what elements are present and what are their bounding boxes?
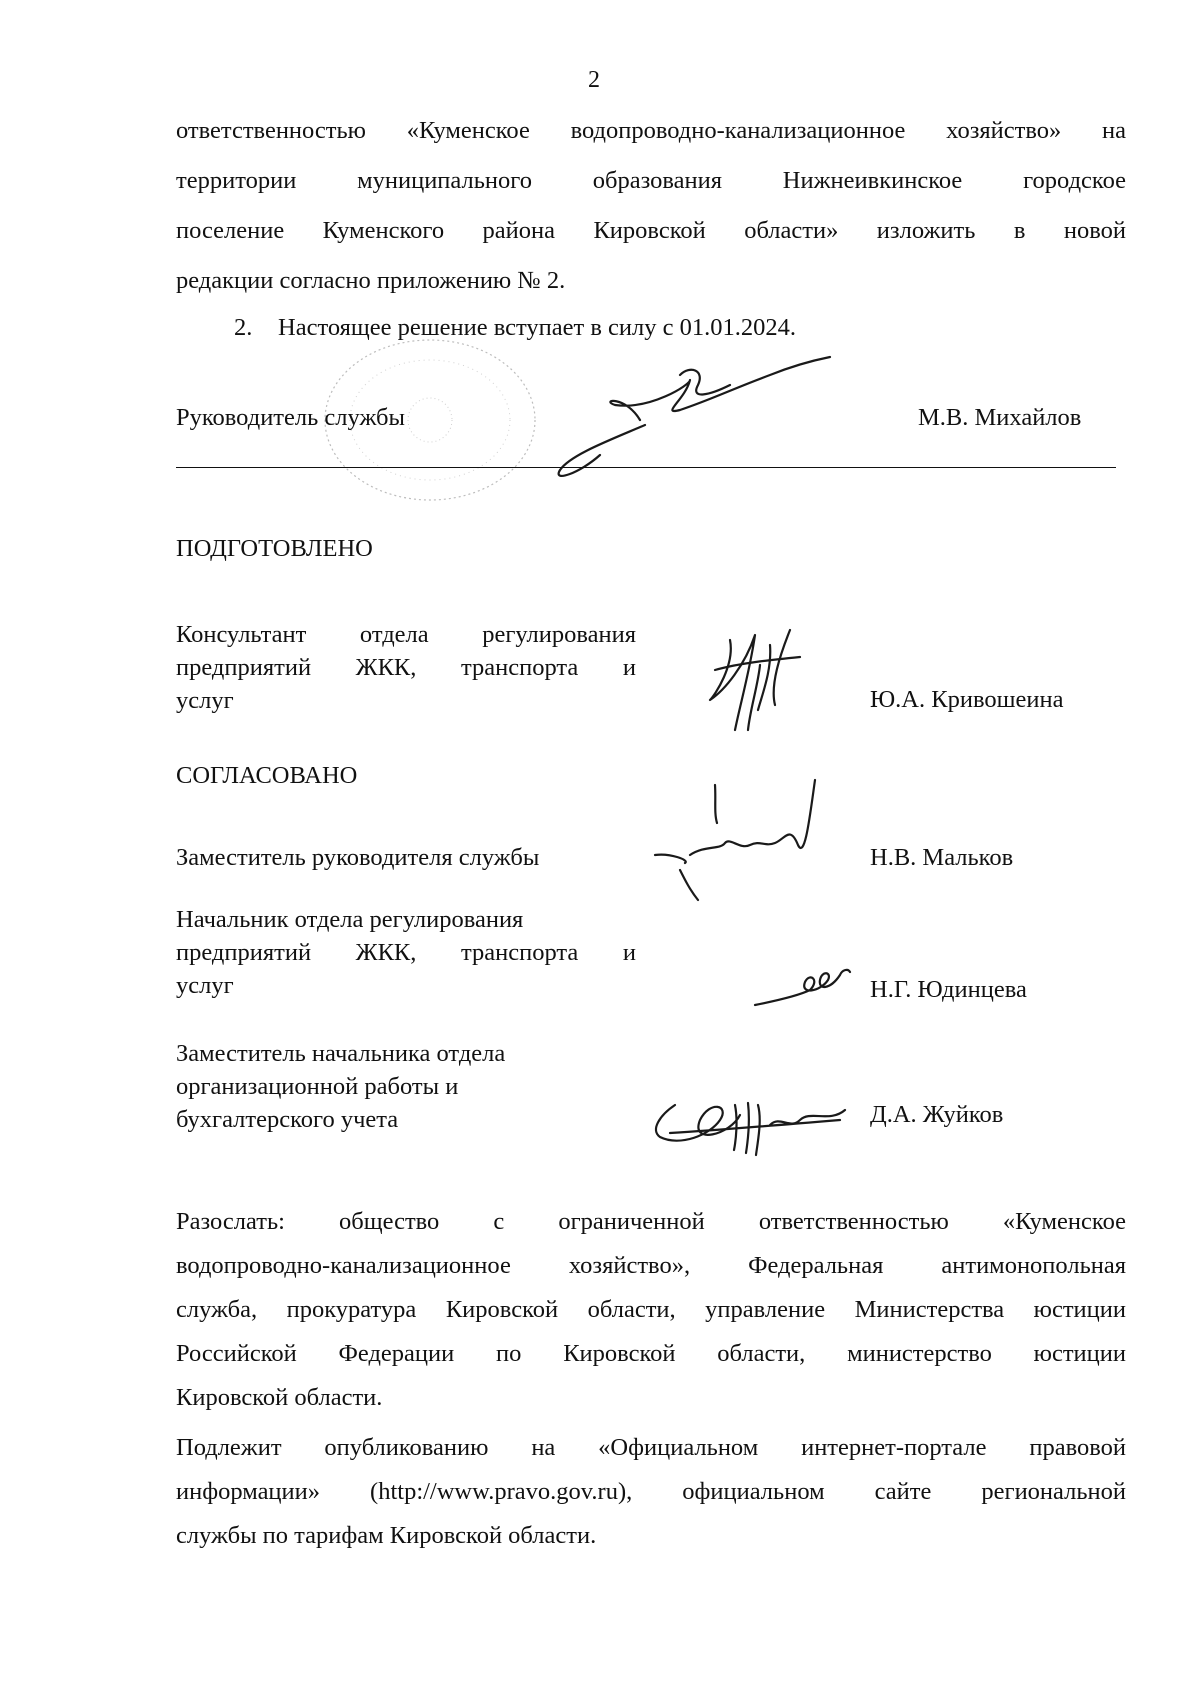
prepared-name: Ю.А. Кривошеина xyxy=(870,686,1064,713)
item-text: Настоящее решение вступает в силу с 01.01.2024. xyxy=(278,314,796,341)
position-line: Консультант отдела регулирования xyxy=(176,621,636,648)
distribution-line: Российской Федерации по Кировской области, министерство юстиции xyxy=(176,1340,1126,1367)
distribution-line: Разослать: общество с ограниченной ответственностью «Куменское xyxy=(176,1208,1126,1235)
signer-2-signature xyxy=(750,960,860,1020)
prepared-heading: ПОДГОТОВЛЕНО xyxy=(176,535,373,562)
intro-line: поселение Куменского района Кировской области» изложить в новой xyxy=(176,217,1126,244)
head-position: Руководитель службы xyxy=(176,404,405,431)
signer-1-signature xyxy=(650,775,850,915)
position-line: предприятий ЖКК, транспорта и xyxy=(176,939,636,966)
intro-line: ответственностью «Куменское водопроводно-канализационное хозяйство» на xyxy=(176,117,1126,144)
signer-1-name: Н.В. Мальков xyxy=(870,844,1014,871)
signer-3-position xyxy=(176,1037,636,1136)
signer-3-signature xyxy=(640,1075,870,1175)
position-line: Заместитель начальника отдела xyxy=(176,1040,506,1067)
publication-line: службы по тарифам Кировской области. xyxy=(176,1522,597,1549)
head-signature xyxy=(540,355,840,485)
position-line: Начальник отдела регулирования xyxy=(176,906,524,933)
intro-line: территории муниципального образования Нижнеивкинское городское xyxy=(176,167,1126,194)
position-line: организационной работы и xyxy=(176,1073,459,1100)
position-line: бухгалтерского учета xyxy=(176,1106,399,1133)
distribution-line: водопроводно-канализационное хозяйство», Федеральная антимонопольная xyxy=(176,1252,1126,1279)
signer-2-position xyxy=(176,903,636,1002)
position-line: предприятий ЖКК, транспорта и xyxy=(176,654,636,681)
signer-1-position: Заместитель руководителя службы xyxy=(176,844,540,871)
signer-3-name: Д.А. Жуйков xyxy=(870,1101,1004,1128)
page-number: 2 xyxy=(588,67,600,93)
signer-2-name: Н.Г. Юдинцева xyxy=(870,976,1027,1003)
intro-paragraph xyxy=(176,106,1126,306)
distribution-line: служба, прокуратура Кировской области, управление Министерства юстиции xyxy=(176,1296,1126,1323)
head-name: М.В. Михайлов xyxy=(918,404,1082,431)
prepared-position xyxy=(176,618,636,717)
signature-line xyxy=(176,467,1116,468)
agreed-heading: СОГЛАСОВАНО xyxy=(176,762,358,789)
publication-line: информации» (http://www.pravo.gov.ru), официальном сайте региональной xyxy=(176,1478,1126,1505)
intro-line: редакции согласно приложению № 2. xyxy=(176,267,566,294)
item-number: 2. xyxy=(234,314,253,341)
distribution-line: Кировской области. xyxy=(176,1384,383,1411)
distribution-paragraph xyxy=(176,1200,1126,1420)
prepared-signature xyxy=(700,625,820,745)
position-line: услуг xyxy=(176,972,234,999)
publication-paragraph xyxy=(176,1426,1126,1558)
publication-line: Подлежит опубликованию на «Официальном интернет-портале правовой xyxy=(176,1434,1126,1461)
position-line: услуг xyxy=(176,687,234,714)
